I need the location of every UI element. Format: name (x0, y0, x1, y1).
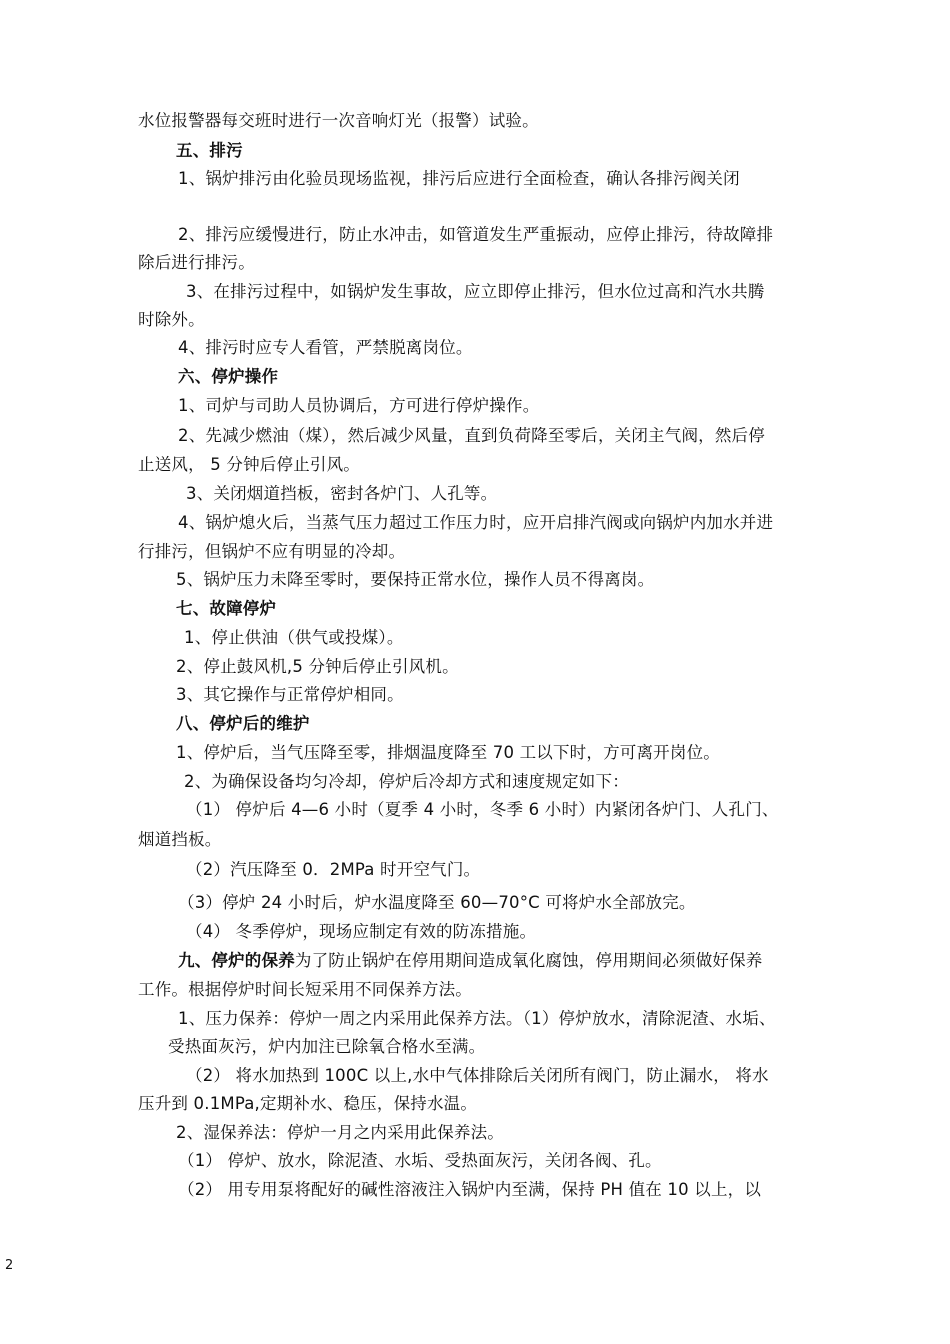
text-run: 为了防止锅炉在停用期间造成氧化腐蚀，停用期间必须做好保养 (294, 951, 763, 970)
text-line: 1、司炉与司助人员协调后，方可进行停炉操作。 (178, 396, 540, 415)
text-line: 时除外。 (138, 310, 205, 329)
text-line: 2、停止鼓风机,5 分钟后停止引风机。 (176, 657, 459, 676)
text-line: （1） 停炉、放水，除泥渣、水垢、受热面灰污，关闭各阀、孔。 (178, 1151, 662, 1170)
section-heading: 六、停炉操作 (178, 367, 279, 386)
text-line: 1、锅炉排污由化验员现场监视，排污后应进行全面检查，确认各排污阀关闭 (178, 169, 740, 188)
text-line: 行排污，但锅炉不应有明显的冷却。 (138, 542, 406, 561)
text-line: 工作。根据停炉时间长短采用不同保养方法。 (138, 980, 472, 999)
text-line: （3）停炉 24 小时后，炉水温度降至 60—70°C 可将炉水全部放完。 (178, 893, 696, 912)
text-line: 受热面灰污，炉内加注已除氧合格水至满。 (168, 1037, 486, 1056)
section-heading: 九、停炉的保养 (178, 951, 295, 970)
text-line: 2、湿保养法：停炉一月之内采用此保养法。 (176, 1123, 504, 1142)
text-line: （2） 将水加热到 100C 以上,水中气体排除后关闭所有阀门，防止漏水， 将水 (186, 1066, 769, 1085)
text-line: 3、关闭烟道挡板，密封各炉门、人孔等。 (186, 484, 498, 503)
text-line: 3、其它操作与正常停炉相同。 (176, 685, 404, 704)
text-line: （4） 冬季停炉，现场应制定有效的防冻措施。 (186, 922, 537, 941)
text-line: 2、为确保设备均匀冷却，停炉后冷却方式和速度规定如下： (184, 772, 629, 791)
text-line: 烟道挡板。 (138, 830, 222, 849)
page-number: 2 (5, 1258, 14, 1273)
text-line: 1、停炉后，当气压降至零，排烟温度降至 70 工以下时，方可离开岗位。 (176, 743, 720, 762)
section-heading: 五、排污 (176, 141, 243, 160)
text-line: 1、停止供油（供气或投煤）。 (184, 628, 404, 647)
text-line: 1、压力保养：停炉一周之内采用此保养方法。（1）停炉放水，清除泥渣、水垢、 (178, 1009, 776, 1028)
text-line: 压升到 0.1MPa,定期补水、稳压，保持水温。 (138, 1094, 478, 1113)
section-heading: 七、故障停炉 (176, 599, 277, 618)
text-line: 5、锅炉压力未降至零时，要保持正常水位，操作人员不得离岗。 (176, 570, 655, 589)
text-line: 2、排污应缓慢进行，防止水冲击，如管道发生严重振动，应停止排污，待故障排 (178, 225, 774, 244)
text-line: （2）汽压降至 0．2MPa 时开空气门。 (186, 860, 481, 879)
text-line: 4、锅炉熄火后，当蒸气压力超过工作压力时，应开启排汽阀或向锅炉内加水并进 (178, 513, 774, 532)
text-line: 4、排污时应专人看管，严禁脱离岗位。 (178, 338, 473, 357)
text-line: 2、先减少燃油（煤），然后减少风量，直到负荷降至零后，关闭主气阀，然后停 (178, 426, 765, 445)
text-line: （1） 停炉后 4—6 小时（夏季 4 小时，冬季 6 小时）内紧闭各炉门、人孔门、 (186, 800, 779, 819)
text-line: （2） 用专用泵将配好的碱性溶液注入锅炉内至满，保持 PH 值在 10 以上，以 (178, 1180, 762, 1199)
text-line (178, 950, 763, 972)
section-heading: 八、停炉后的维护 (176, 714, 310, 733)
text-line: 止送风， 5 分钟后停止引风。 (138, 455, 360, 474)
text-line: 除后进行排污。 (138, 253, 255, 272)
text-line: 3、在排污过程中，如锅炉发生事故，应立即停止排污，但水位过高和汽水共腾 (186, 282, 765, 301)
text-line: 水位报警器每交班时进行一次音响灯光（报警）试验。 (138, 111, 539, 130)
